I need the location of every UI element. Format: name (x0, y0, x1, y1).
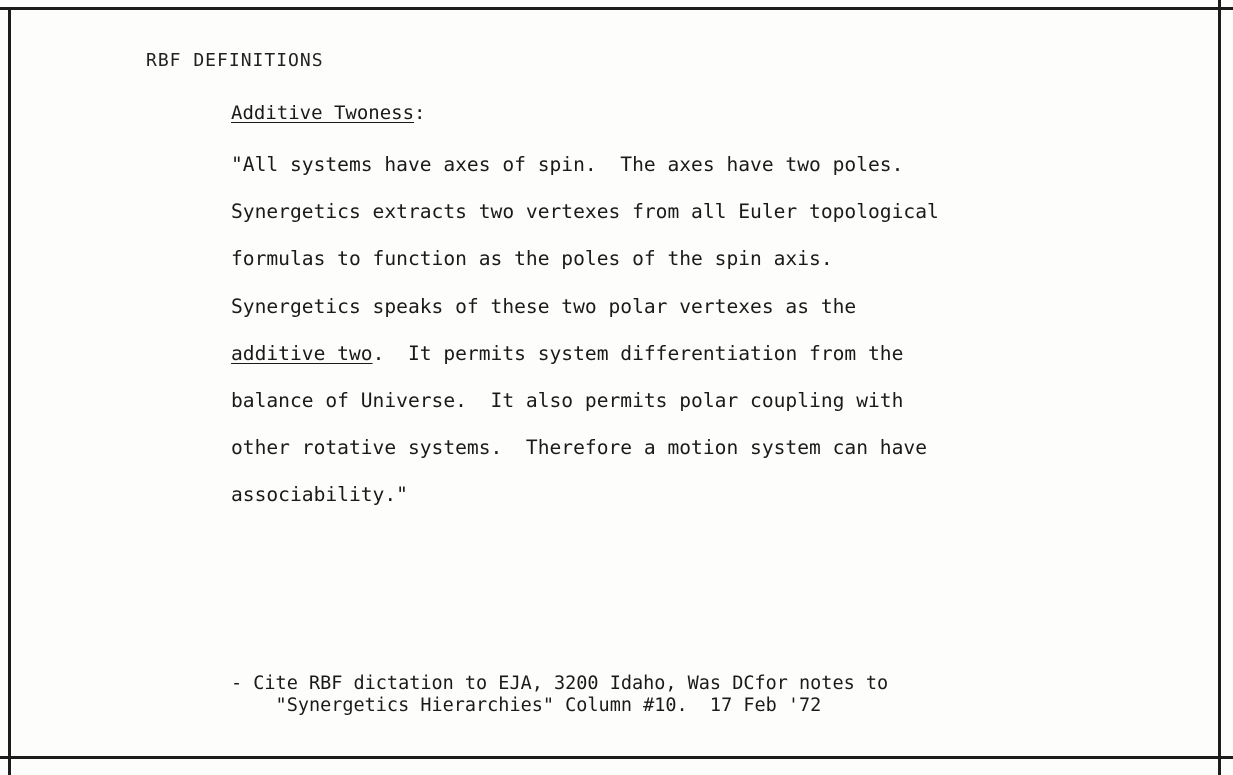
definition-term-colon: : (414, 102, 426, 124)
citation-line-2: "Synergetics Hierarchies" Column #10. 17 Feb '72 (231, 695, 822, 716)
definition-line (231, 292, 939, 339)
left-border-rule (8, 7, 11, 775)
top-border-rule (0, 7, 1233, 10)
definition-line (231, 433, 939, 480)
citation-line-1: - Cite RBF dictation to EJA, 3200 Idaho, Was DCfor notes to (231, 673, 889, 694)
right-border-rule (1218, 0, 1221, 775)
underlined-phrase: additive two (231, 341, 373, 365)
bottom-border-rule (0, 756, 1233, 759)
definition-line-text: . It permits system differentiation from the (372, 341, 904, 365)
definition-term-label: Additive Twoness (231, 102, 415, 124)
definition-line-text: formulas to function as the poles of the spin axis. (231, 247, 833, 271)
definition-line-text: associability." (231, 483, 408, 507)
definition-body (231, 150, 939, 528)
definition-term (231, 102, 425, 124)
document-heading: RBF DEFINITIONS (146, 50, 324, 71)
definition-line-text: other rotative systems. Therefore a motion system can have (231, 436, 927, 460)
definition-line (231, 197, 939, 244)
citation (231, 673, 888, 717)
definition-line (231, 150, 939, 197)
definition-line-text: "All systems have axes of spin. The axes have two poles. (231, 153, 904, 176)
definition-line-text: Synergetics speaks of these two polar vertexes as the (231, 294, 857, 318)
definition-line (231, 244, 939, 291)
definition-line (231, 480, 939, 527)
definition-line (231, 386, 939, 433)
definition-line (231, 339, 939, 386)
definition-line-text: balance of Universe. It also permits polar coupling with (231, 388, 904, 412)
definition-line-text: Synergetics extracts two vertexes from all Euler topological (231, 200, 939, 224)
